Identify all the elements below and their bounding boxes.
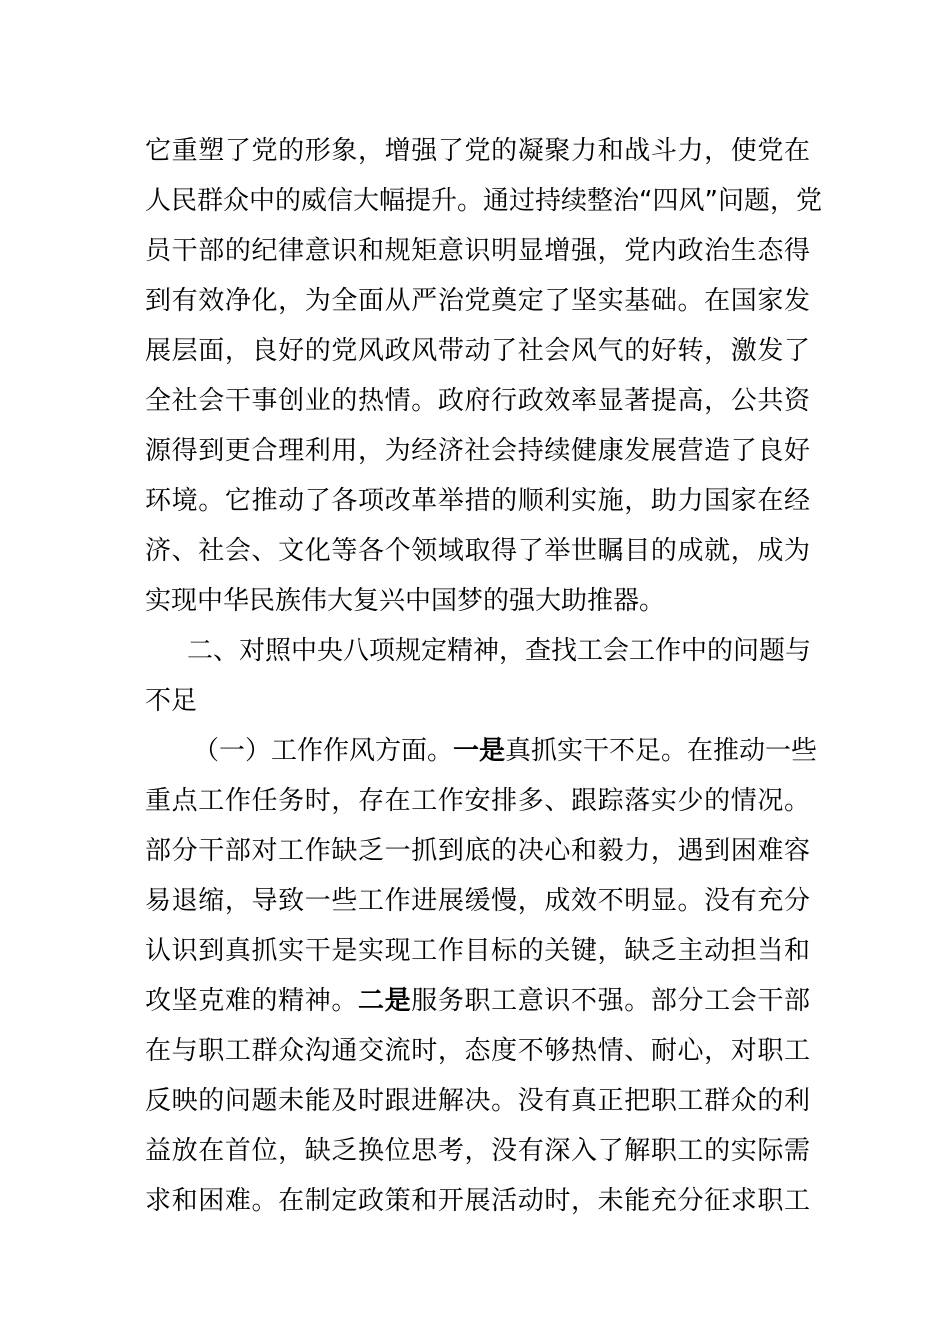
section-heading [145, 626, 810, 726]
text-line: 员干部的纪律意识和规矩意识明显增强，党内政治生态得 [145, 236, 810, 266]
document-body [145, 126, 822, 1226]
text-line: 展层面，良好的党风政风带动了社会风气的好转，激发了 [145, 336, 810, 366]
heading-line: 二、对照中央八项规定精神，查找工会工作中的问题与 [187, 636, 812, 666]
text-line: 到有效净化，为全面从严治党奠定了坚实基础。在国家发 [145, 286, 810, 316]
text-line: 益放在首位，缺乏换位思考，没有深入了解职工的实际需 [145, 1136, 810, 1166]
text-line: 求和困难。在制定政策和开展活动时，未能充分征求职工 [145, 1186, 810, 1216]
text-run: 服务职工意识不强。部分工会干部 [411, 986, 810, 1016]
text-line [145, 976, 810, 1026]
text-line: 济、社会、文化等各个领域取得了举世瞩目的成就，成为 [145, 536, 810, 566]
text-line: 实现中华民族伟大复兴中国梦的强大助推器。 [145, 586, 666, 616]
text-line: 人民群众中的威信大幅提升。通过持续整治“四风”问题，党 [145, 186, 822, 216]
text-line [145, 726, 818, 776]
point-marker-one: 一是 [453, 736, 506, 766]
text-line: 部分干部对工作缺乏一抓到底的决心和毅力，遇到困难容 [145, 836, 810, 866]
text-run: 真抓实干不足。在推动一些 [505, 736, 818, 766]
text-line: 源得到更合理利用，为经济社会持续健康发展营造了良好 [145, 436, 810, 466]
paragraph-impact [145, 126, 822, 626]
text-line: 易退缩，导致一些工作进展缓慢，成效不明显。没有充分 [145, 886, 810, 916]
point-marker-two: 二是 [358, 986, 412, 1016]
paragraph-work-style [145, 726, 818, 1226]
text-line: 重点工作任务时，存在工作安排多、跟踪落实少的情况。 [145, 786, 810, 816]
text-line: 环境。它推动了各项改革举措的顺利实施，助力国家在经 [145, 486, 810, 516]
text-line: 认识到真抓实干是实现工作目标的关键，缺乏主动担当和 [145, 936, 810, 966]
text-line: 它重塑了党的形象，增强了党的凝聚力和战斗力，使党在 [145, 136, 810, 166]
heading-line: 不足 [145, 686, 198, 716]
text-line: 全社会干事创业的热情。政府行政效率显著提高，公共资 [145, 386, 810, 416]
text-line: 反映的问题未能及时跟进解决。没有真正把职工群众的利 [145, 1086, 810, 1116]
text-run: 攻坚克难的精神。 [145, 986, 358, 1016]
text-line: 在与职工群众沟通交流时，态度不够热情、耐心，对职工 [145, 1036, 810, 1066]
subsection-label: （一）工作作风方面。 [193, 736, 454, 766]
